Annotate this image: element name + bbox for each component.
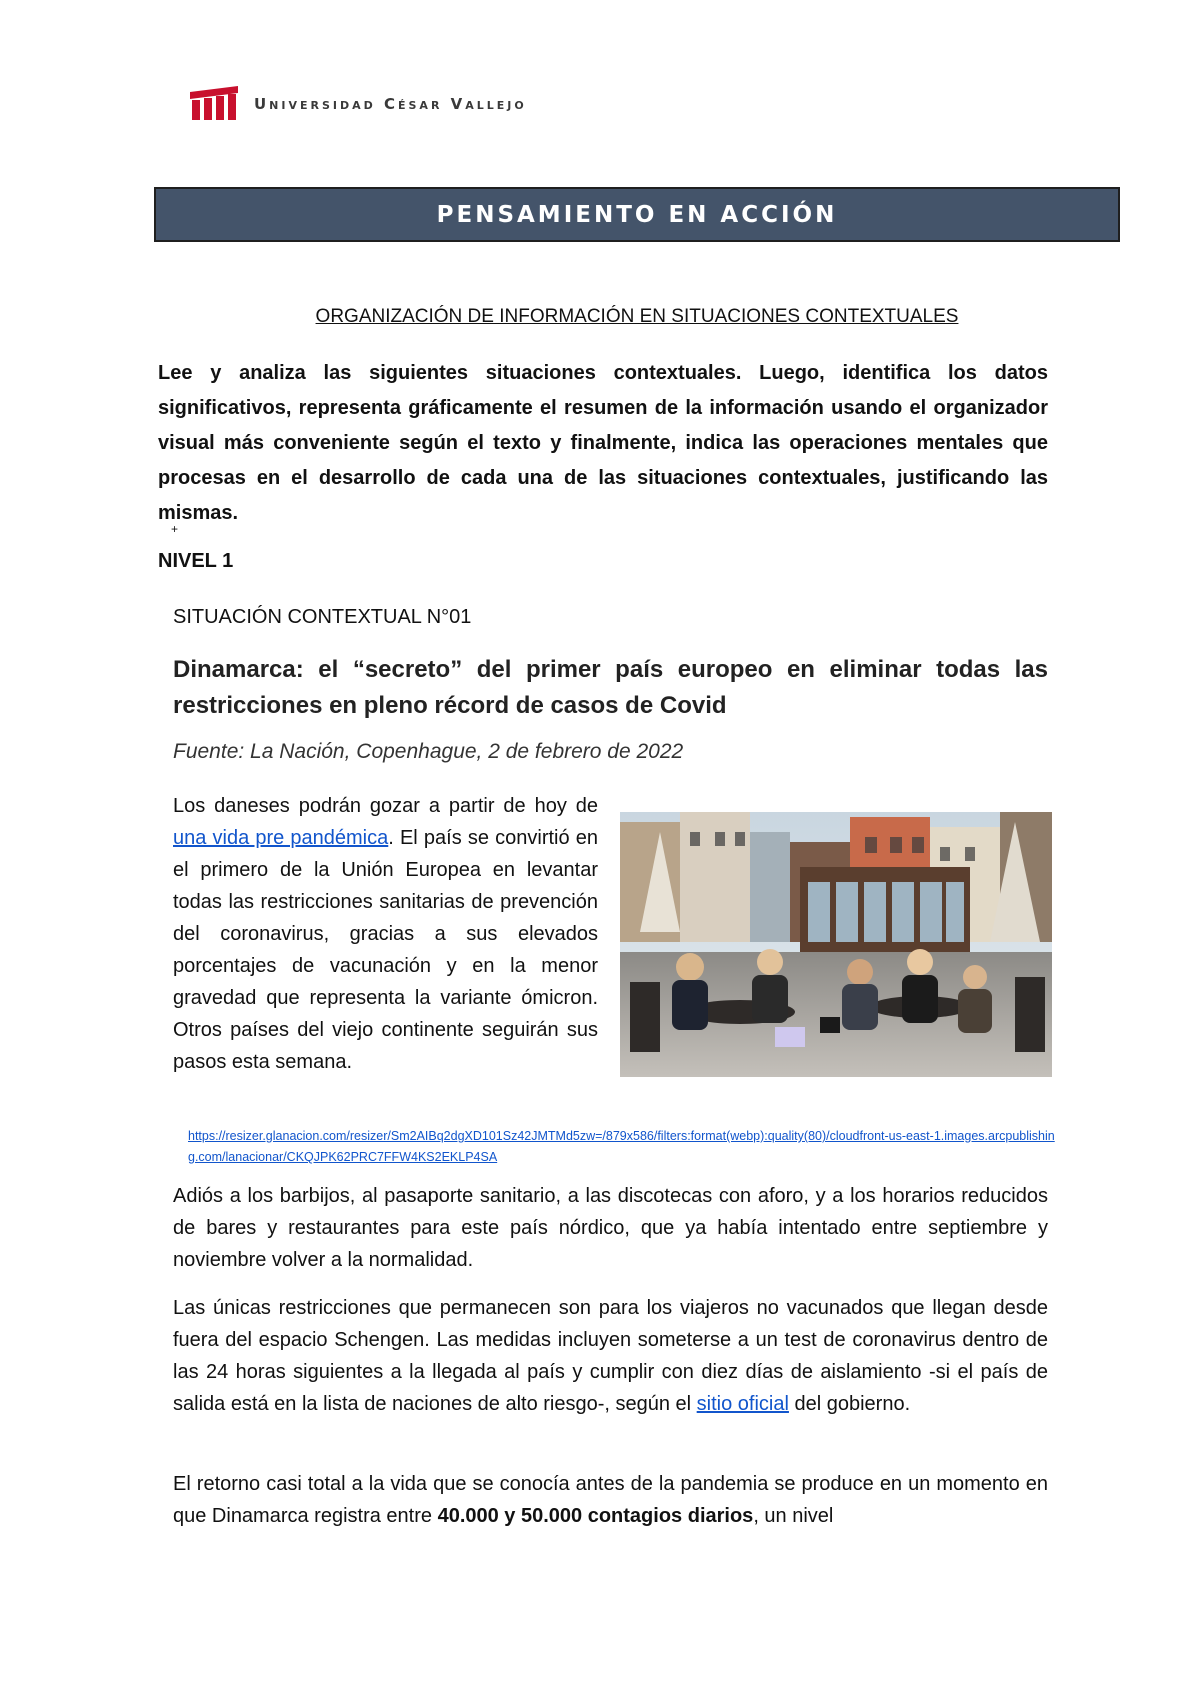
section-title: ORGANIZACIÓN DE INFORMACIÓN EN SITUACIONES CONTEXTUALES	[315, 306, 959, 327]
pre-pandemic-link[interactable]: una vida pre pandémica	[173, 827, 389, 849]
university-name: Universidad César Vallejo	[254, 95, 527, 113]
street-cafe-photo	[620, 812, 1052, 1077]
paragraph-text: Los daneses podrán gozar a partir de hoy de	[173, 795, 598, 817]
paragraph-text: , un nivel	[753, 1505, 834, 1527]
intro-paragraph: Lee y analiza las siguientes situaciones contextuales. Luego, identifica los datos significativos, representa gráficamente el resumen de la información usando el organizador visual más conveniente según el texto y finalmente, indica las operaciones mentales que procesas en el desarrollo de cada una de las situaciones contextuales, justificando las mismas.	[158, 362, 1048, 524]
image-source-link[interactable]: https://resizer.glanacion.com/resizer/Sm2AIBq2dgXD101Sz42JMTMd5zw=/879x586/filters:format(webp):quality(80)/cloudfront-us-east-1.images.arcpublishing.com/lanacionar/CKQJPK62PRC7FFW4KS2EKLP4SA	[188, 1129, 1055, 1164]
article-paragraph-1	[173, 790, 598, 1078]
article-paragraph-3	[173, 1292, 1048, 1420]
article-headline: Dinamarca: el “secreto” del primer país europeo en eliminar todas las restricciones en pleno récord de casos de Covid	[173, 656, 1048, 719]
paragraph-text: del gobierno.	[788, 1393, 911, 1415]
paragraph-text: . El país se convirtió en el primero de la Unión Europea en levantar todas las restricciones sanitarias de prevención del coronavirus, gracias a sus elevados porcentajes de vacunación y en la menor gravedad que representa la variante ómicron. Otros países del viejo continente seguirán sus pasos esta semana.	[173, 827, 598, 1073]
article-source: Fuente: La Nación, Copenhague, 2 de febrero de 2022	[173, 740, 684, 763]
situation-label: SITUACIÓN CONTEXTUAL N°01	[173, 606, 472, 628]
paragraph-text: El retorno casi total a la vida que se conocía antes de la pandemia se produce en un momento en que Dinamarca registra entre	[173, 1473, 1048, 1527]
cafe-photo-image	[620, 812, 1052, 1077]
contagion-figure: 40.000 y 50.000 contagios diarios	[437, 1505, 754, 1527]
article-paragraph-4	[173, 1468, 1048, 1532]
page-banner	[154, 187, 1120, 242]
article-paragraph-2: Adiós a los barbijos, al pasaporte sanitario, a las discotecas con aforo, y a los horarios reducidos de bares y restaurantes para este país nórdico, que ya había intentado entre septiembre y noviembre volver a la normalidad.	[173, 1185, 1048, 1271]
ucv-logo-icon	[188, 86, 240, 122]
plus-mark: +	[171, 522, 179, 536]
university-logo	[188, 86, 527, 122]
paragraph-text: Las únicas restricciones que permanecen son para los viajeros no vacunados que llegan desde fuera del espacio Schengen. Las medidas incluyen someterse a un test de coronavirus dentro de las 24 horas siguientes a la llegada al país y cumplir con diez días de aislamiento -si el país de salida está en la lista de naciones de alto riesgo-, según el	[173, 1297, 1048, 1415]
banner-title: PENSAMIENTO EN ACCIÓN	[436, 201, 838, 228]
level-heading: NIVEL 1	[158, 550, 234, 572]
official-site-link[interactable]: sitio oficial	[696, 1393, 789, 1415]
